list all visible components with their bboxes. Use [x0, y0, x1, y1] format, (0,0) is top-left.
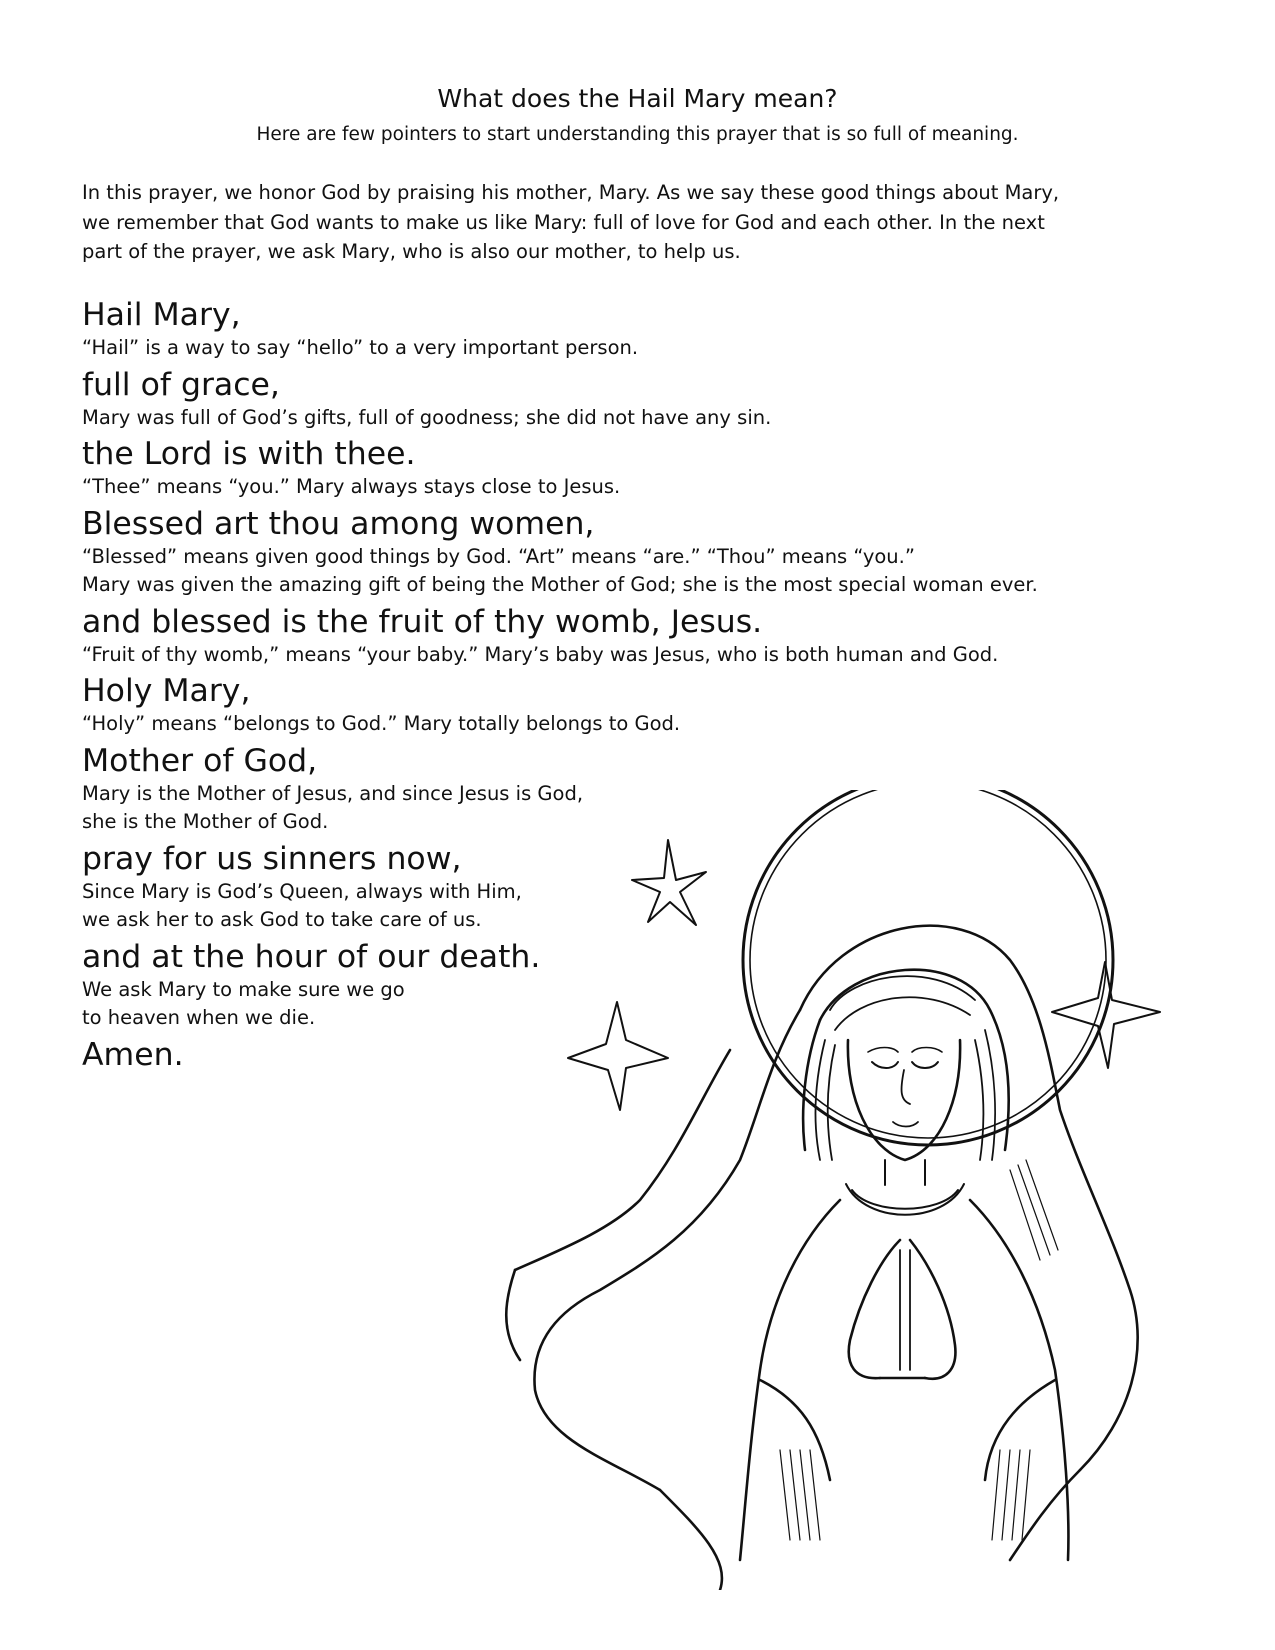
verse-line: the Lord is with thee. — [82, 436, 416, 472]
verse-explanation — [82, 641, 1232, 670]
sleeve-shading-icon — [780, 1160, 1058, 1540]
necklace-icon — [846, 1160, 964, 1215]
hair-icon — [815, 976, 995, 1160]
verse-line: pray for us sinners now, — [82, 840, 462, 877]
intro-paragraph — [82, 178, 1212, 267]
explanation-line: “Thee” means “you.” Mary always stays close to Jesus. — [82, 475, 621, 498]
verse-line: Hail Mary, — [82, 297, 241, 333]
page-subtitle: Here are few pointers to start understanding this prayer that is so full of meaning. — [256, 124, 1019, 145]
verse-explanation — [82, 473, 1232, 502]
explanation-line: “Hail” is a way to say “hello” to a very important person. — [82, 336, 639, 359]
explanation-line: Mary was full of God’s gifts, full of goodness; she did not have any sin. — [82, 405, 772, 429]
verse — [82, 366, 1232, 433]
explanation-line: We ask Mary to make sure we go — [82, 977, 405, 1001]
verse — [82, 603, 1232, 670]
page-title: What does the Hail Mary mean? — [437, 84, 838, 113]
explanation-line: Mary is the Mother of Jesus, and since Jesus is God, — [82, 781, 584, 805]
robe-icon — [740, 1200, 1068, 1560]
intro-line: In this prayer, we honor God by praising his mother, Mary. As we say these good things about Mary, — [82, 181, 1060, 204]
verse — [82, 672, 1232, 739]
explanation-line: Mary was given the amazing gift of being the Mother of God; she is the most special woman ever. — [82, 573, 1038, 596]
intro-line: we remember that God wants to make us like Mary: full of love for God and each other. In the next — [82, 210, 1045, 234]
verse-explanation — [82, 404, 1232, 433]
explanation-line: “Fruit of thy womb,” means “your baby.” Mary’s baby was Jesus, who is both human and God. — [82, 642, 999, 666]
intro-line: part of the prayer, we ask Mary, who is also our mother, to help us. — [82, 240, 741, 263]
verse-explanation — [82, 543, 1232, 600]
star-icon — [568, 1002, 668, 1110]
explanation-line: Since Mary is God’s Queen, always with Him, — [82, 879, 522, 903]
explanation-line: to heaven when we die. — [82, 1006, 316, 1029]
verse — [82, 296, 1232, 363]
explanation-line: we ask her to ask God to take care of us. — [82, 908, 482, 931]
verse-line: and blessed is the fruit of thy womb, Jesus. — [82, 603, 763, 640]
verse-line: Holy Mary, — [82, 673, 251, 709]
verse-explanation — [82, 334, 1232, 363]
verse-line: and at the hour of our death. — [82, 938, 541, 975]
verse — [82, 435, 1232, 502]
explanation-line: “Blessed” means given good things by God. “Art” means “are.” “Thou” means “you.” — [82, 544, 915, 568]
verse — [82, 505, 1232, 600]
praying-mary-illustration-icon — [495, 790, 1205, 1590]
verse-explanation — [82, 710, 1232, 739]
verse-line: Amen. — [82, 1036, 184, 1073]
star-icon — [632, 840, 706, 925]
veil-icon — [506, 926, 1137, 1590]
verse-line: Mother of God, — [82, 742, 318, 779]
explanation-line: she is the Mother of God. — [82, 810, 329, 833]
verse-line: full of grace, — [82, 366, 280, 403]
explanation-line: “Holy” means “belongs to God.” Mary totally belongs to God. — [82, 712, 681, 735]
praying-hands-icon — [849, 1240, 956, 1379]
verse-line: Blessed art thou among women, — [82, 505, 595, 542]
